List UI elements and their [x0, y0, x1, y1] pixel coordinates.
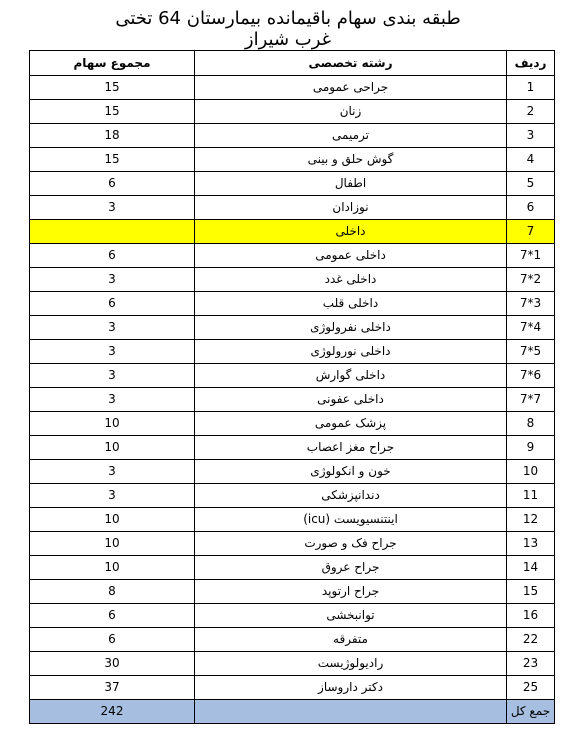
row-number-cell: 13	[507, 532, 555, 556]
total-cell: 6	[30, 292, 195, 316]
table-row	[30, 460, 555, 484]
specialty-cell: داخلی گوارش	[195, 364, 507, 388]
specialty-cell: جراحی عمومی	[195, 76, 507, 100]
specialty-cell: داخلی عمومی	[195, 244, 507, 268]
specialty-cell: دندانپزشکی	[195, 484, 507, 508]
table-row	[30, 388, 555, 412]
row-number-cell: 8	[507, 412, 555, 436]
table-row	[30, 628, 555, 652]
total-cell: 6	[30, 172, 195, 196]
table-row-highlighted	[30, 220, 555, 244]
specialty-cell: زنان	[195, 100, 507, 124]
specialty-cell: جراح مغز اعصاب	[195, 436, 507, 460]
grand-total-value: 242	[30, 700, 195, 724]
table-row	[30, 172, 555, 196]
specialty-cell: داخلی قلب	[195, 292, 507, 316]
specialty-cell: گوش حلق و بینی	[195, 148, 507, 172]
shares-table	[29, 50, 555, 724]
table-row	[30, 436, 555, 460]
table-row	[30, 268, 555, 292]
total-cell: 6	[30, 628, 195, 652]
specialty-cell: داخلی عفونی	[195, 388, 507, 412]
row-number-cell: 16	[507, 604, 555, 628]
total-cell: 10	[30, 532, 195, 556]
row-number-cell: 6	[507, 196, 555, 220]
total-cell: 3	[30, 340, 195, 364]
specialty-cell: داخلی	[195, 220, 507, 244]
row-number-cell: 10	[507, 460, 555, 484]
total-cell: 18	[30, 124, 195, 148]
row-number-cell: 7*4	[507, 316, 555, 340]
total-cell: 37	[30, 676, 195, 700]
page-subtitle: غرب شیراز	[244, 29, 332, 50]
total-cell: 15	[30, 100, 195, 124]
table-row	[30, 412, 555, 436]
row-number-cell: 3	[507, 124, 555, 148]
header-total: مجموع سهام	[30, 51, 195, 76]
specialty-cell: داخلی غدد	[195, 268, 507, 292]
total-cell: 10	[30, 436, 195, 460]
table-row	[30, 316, 555, 340]
row-number-cell: 7*6	[507, 364, 555, 388]
table-row	[30, 364, 555, 388]
specialty-cell: دکتر داروساز	[195, 676, 507, 700]
total-cell: 15	[30, 148, 195, 172]
total-cell: 10	[30, 508, 195, 532]
grand-total-empty	[195, 700, 507, 724]
row-number-cell: 9	[507, 436, 555, 460]
total-cell: 30	[30, 652, 195, 676]
row-number-cell: 23	[507, 652, 555, 676]
specialty-cell: خون و انکولوژی	[195, 460, 507, 484]
row-number-cell: 7*1	[507, 244, 555, 268]
table-row	[30, 604, 555, 628]
total-cell: 15	[30, 76, 195, 100]
specialty-cell: نوزادان	[195, 196, 507, 220]
total-cell: 3	[30, 268, 195, 292]
table-row	[30, 652, 555, 676]
specialty-cell: جراح فک و صورت	[195, 532, 507, 556]
total-cell: 3	[30, 316, 195, 340]
total-cell: 6	[30, 604, 195, 628]
row-number-cell: 4	[507, 148, 555, 172]
page-title: طبقه بندی سهام باقیمانده بیمارستان 64 تختی	[115, 8, 461, 29]
table-body	[30, 76, 555, 700]
row-number-cell: 7*7	[507, 388, 555, 412]
table-row	[30, 556, 555, 580]
total-cell: 3	[30, 196, 195, 220]
specialty-cell: پزشک عمومی	[195, 412, 507, 436]
table-row	[30, 532, 555, 556]
table-row	[30, 340, 555, 364]
table-row	[30, 292, 555, 316]
specialty-cell: توانبخشی	[195, 604, 507, 628]
total-cell: 8	[30, 580, 195, 604]
table-row	[30, 484, 555, 508]
specialty-cell: متفرقه	[195, 628, 507, 652]
row-number-cell: 7*2	[507, 268, 555, 292]
total-cell: 10	[30, 556, 195, 580]
table-row	[30, 196, 555, 220]
header-specialty: رشته تخصصی	[195, 51, 507, 76]
total-cell	[30, 220, 195, 244]
row-number-cell: 2	[507, 100, 555, 124]
table-row	[30, 100, 555, 124]
total-cell: 3	[30, 388, 195, 412]
row-number-cell: 22	[507, 628, 555, 652]
total-cell: 10	[30, 412, 195, 436]
total-cell: 3	[30, 364, 195, 388]
row-number-cell: 1	[507, 76, 555, 100]
row-number-cell: 7*5	[507, 340, 555, 364]
table-row	[30, 124, 555, 148]
specialty-cell: جراح عروق	[195, 556, 507, 580]
specialty-cell: ترمیمی	[195, 124, 507, 148]
row-number-cell: 15	[507, 580, 555, 604]
table-row	[30, 676, 555, 700]
table-row	[30, 76, 555, 100]
grand-total-label: جمع کل	[507, 700, 555, 724]
total-cell: 3	[30, 484, 195, 508]
row-number-cell: 5	[507, 172, 555, 196]
header-row	[30, 51, 555, 76]
specialty-cell: داخلی نورولوژی	[195, 340, 507, 364]
row-number-cell: 7*3	[507, 292, 555, 316]
table-row	[30, 244, 555, 268]
row-number-cell: 12	[507, 508, 555, 532]
specialty-cell: اینتنسیویست (icu)	[195, 508, 507, 532]
table-row	[30, 148, 555, 172]
table-row	[30, 580, 555, 604]
row-number-cell: 7	[507, 220, 555, 244]
table-row	[30, 508, 555, 532]
specialty-cell: اطفال	[195, 172, 507, 196]
row-number-cell: 11	[507, 484, 555, 508]
specialty-cell: رادیولوژیست	[195, 652, 507, 676]
row-number-cell: 25	[507, 676, 555, 700]
row-number-cell: 14	[507, 556, 555, 580]
total-cell: 6	[30, 244, 195, 268]
total-cell: 3	[30, 460, 195, 484]
specialty-cell: داخلی نفرولوژی	[195, 316, 507, 340]
grand-total-row	[30, 700, 555, 724]
specialty-cell: جراح ارتوپد	[195, 580, 507, 604]
header-row-number: ردیف	[507, 51, 555, 76]
